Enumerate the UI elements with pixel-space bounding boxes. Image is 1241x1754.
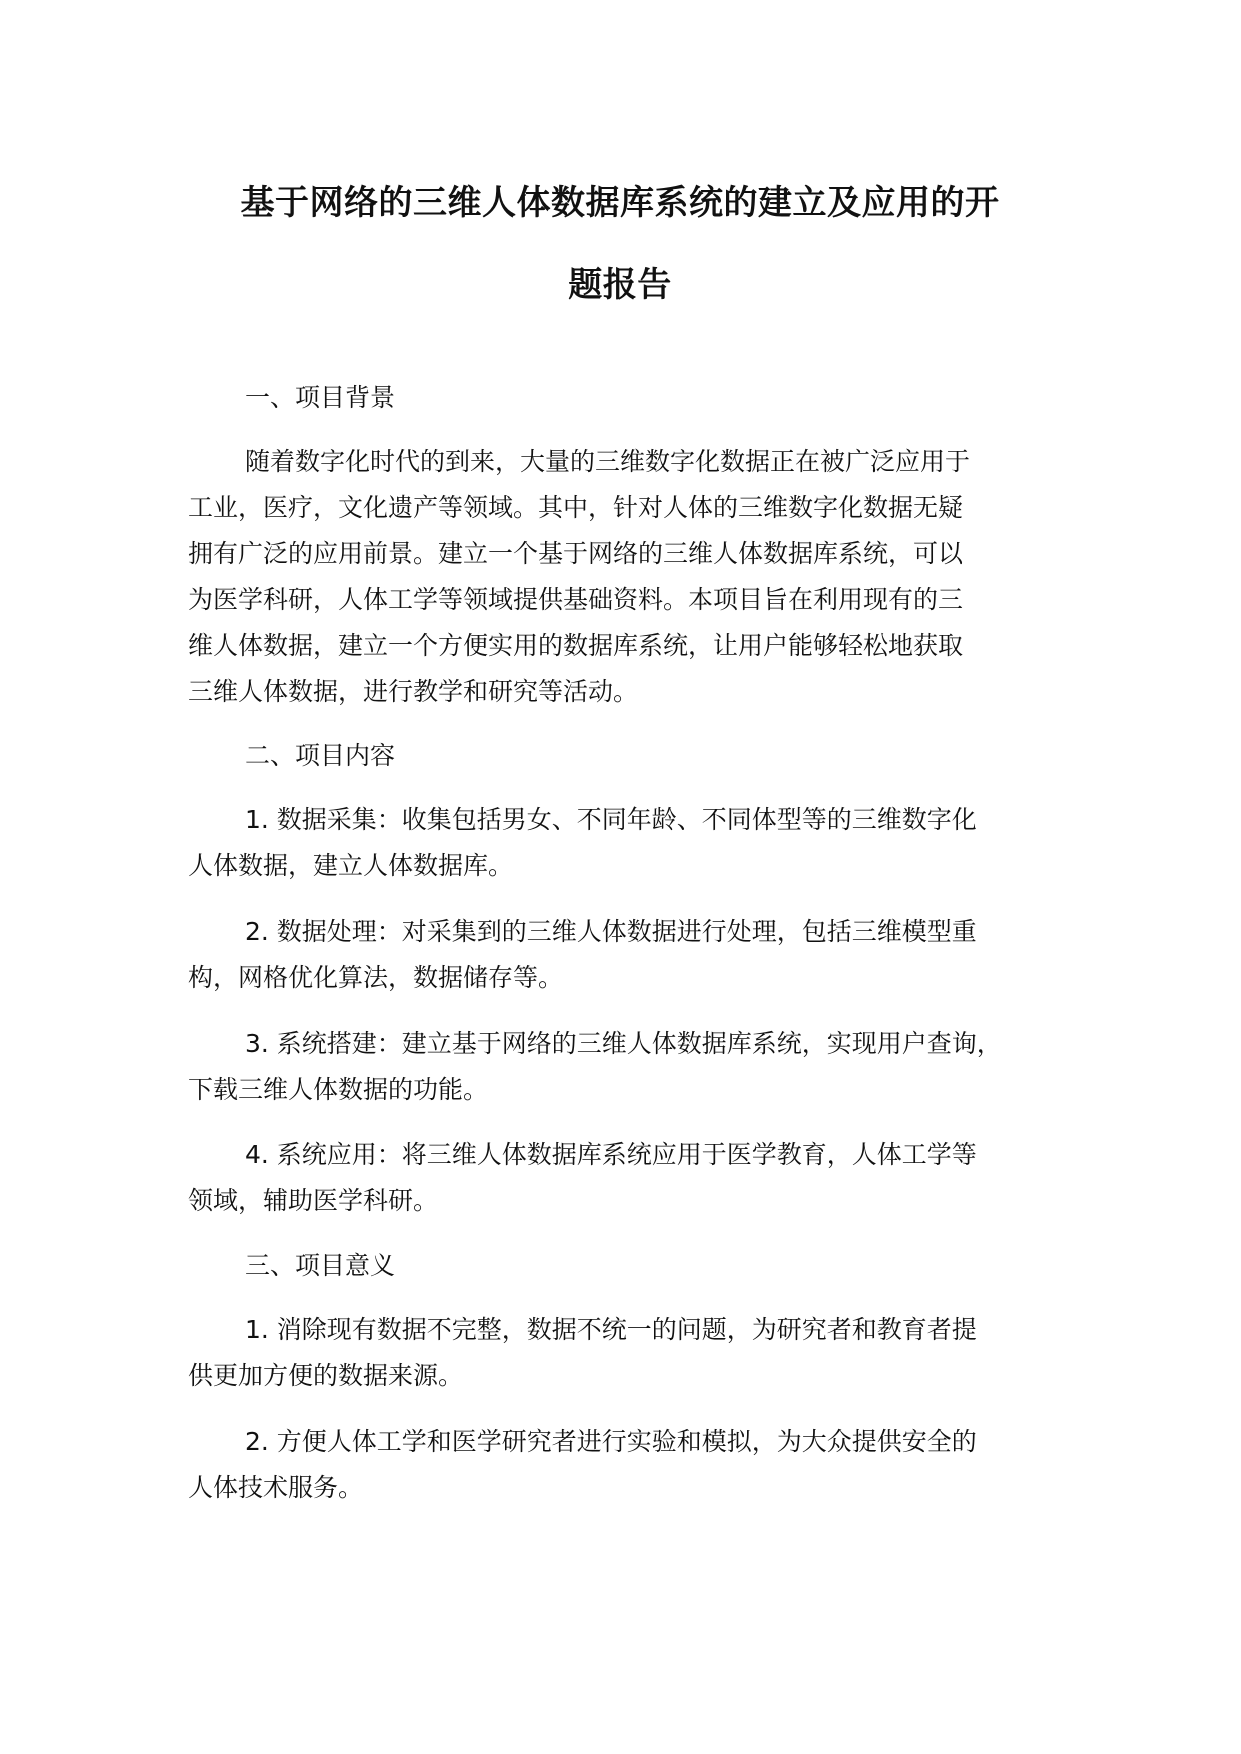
list-item-line: 4. 系统应用：将三维人体数据库系统应用于医学教育，人体工学等: [245, 1140, 977, 1169]
list-item-line: 人体技术服务。: [188, 1473, 364, 1502]
document-title-line-1: 基于网络的三维人体数据库系统的建立及应用的开: [240, 183, 1000, 223]
list-item-line: 人体数据，建立人体数据库。: [188, 851, 514, 880]
paragraph-line: 工业，医疗，文化遗产等领域。其中，针对人体的三维数字化数据无疑: [188, 493, 964, 522]
paragraph-line: 拥有广泛的应用前景。建立一个基于网络的三维人体数据库系统，可以: [188, 539, 964, 568]
list-item-line: 供更加方便的数据来源。: [188, 1361, 464, 1390]
list-item-line: 3. 系统搭建：建立基于网络的三维人体数据库系统，实现用户查询，: [245, 1029, 1002, 1058]
section-heading-content: 二、项目内容: [245, 741, 396, 770]
paragraph-line: 三维人体数据，进行教学和研究等活动。: [188, 677, 639, 706]
list-item-line: 下载三维人体数据的功能。: [188, 1075, 489, 1104]
document-title-line-2: 题报告: [568, 265, 672, 305]
section-heading-significance: 三、项目意义: [245, 1251, 396, 1280]
paragraph-line: 为医学科研，人体工学等领域提供基础资料。本项目旨在利用现有的三: [188, 585, 964, 614]
paragraph-line: 随着数字化时代的到来，大量的三维数字化数据正在被广泛应用于: [245, 447, 971, 476]
list-item-line: 2. 数据处理：对采集到的三维人体数据进行处理，包括三维模型重: [245, 917, 977, 946]
section-heading-background: 一、项目背景: [245, 383, 396, 412]
list-item-line: 构，网格优化算法，数据储存等。: [188, 963, 564, 992]
paragraph-line: 维人体数据，建立一个方便实用的数据库系统，让用户能够轻松地获取: [188, 631, 964, 660]
list-item-line: 1. 消除现有数据不完整，数据不统一的问题，为研究者和教育者提: [245, 1315, 977, 1344]
list-item-line: 2. 方便人体工学和医学研究者进行实验和模拟，为大众提供安全的: [245, 1427, 977, 1456]
list-item-line: 领域，辅助医学科研。: [188, 1186, 439, 1215]
list-item-line: 1. 数据采集：收集包括男女、不同年龄、不同体型等的三维数字化: [245, 805, 977, 834]
